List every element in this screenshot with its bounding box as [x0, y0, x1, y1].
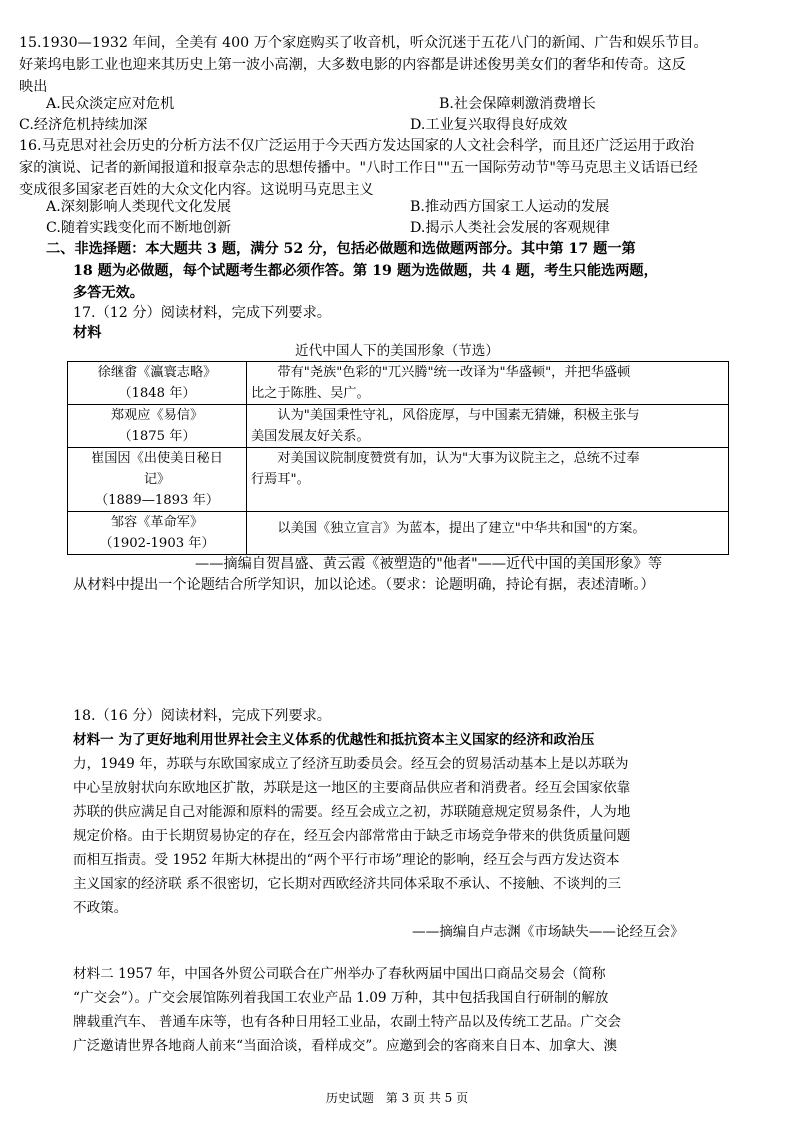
q16-stem-line-3: 变成很多国家老百姓的大众文化内容。这说明马克思主义 [19, 182, 374, 198]
q18-m1-source: ——摘编自卢志渊《市场缺失——论经互会》 [412, 924, 684, 940]
table-row [68, 512, 729, 555]
desc-line: 对美国议院制度赞赏有加，认为"大事为议院主之，总统不过奉 [277, 451, 640, 466]
q16-option-d: D.揭示人类社会发展的客观规律 [410, 220, 610, 236]
source-title: 崔国因《出使美日秘日 [91, 451, 223, 466]
q18-m2-line-4: 广泛邀请世界各地商人前来“当面洽谈，看样成交”。应邀到会的客商来自日本、加拿大、澳 [73, 1038, 618, 1054]
table-desc-cell [247, 405, 729, 448]
source-title-cont: 记》 [143, 472, 171, 487]
source-year: （1902-1903 年） [99, 536, 215, 551]
desc-line: 认为"美国秉性守礼，风俗庞厚，与中国素无猜嫌，积极主张与 [277, 408, 640, 423]
section2-line-2: 18 题为必做题，每个试题考生都必须作答。第 19 题为选做题，共 4 题，考生只能选两题， [73, 263, 658, 279]
section2-line-1: 二、非选择题：本大题共 3 题，满分 52 分，包括必做题和选做题两部分。其中第 17 题一第 [46, 241, 636, 257]
q17-table-title: 近代中国人下的美国形象（节选） [295, 343, 499, 359]
source-year: （1889—1893 年） [94, 493, 220, 508]
source-title: 邹容《革命军》 [110, 515, 204, 530]
desc-line: 美国发展友好关系。 [251, 429, 370, 444]
source-title: 郑观应《易信》 [110, 408, 204, 423]
footer-subject: 历史试题 [325, 1091, 374, 1105]
q16-stem-line-2: 家的演说、记者的新闻报道和报章杂志的思想传播中。"八时工作日""五一国际劳动节"等马克思主义话语已经 [19, 160, 698, 176]
q18-m1-line-7: 主义国家的经济联 系不很密切，它长期对西欧经济共同体采取不承认、不接触、不谈判的三 [73, 876, 622, 892]
table-row [68, 405, 729, 448]
q18-m1-text: 材料一 为了更好地利用世界社会主义体系的优越性和抵抗资本主义国家的经济和政治压 [73, 732, 595, 748]
q15-option-c: C.经济危机持续加深 [19, 117, 148, 133]
footer-page-number: 第 3 页 共 5 页 [385, 1091, 469, 1105]
table-row [68, 362, 729, 405]
q17-material-label: 材料 [73, 325, 102, 341]
table-desc-cell [247, 362, 729, 405]
table-source-cell [68, 512, 247, 555]
q15-option-b: B.社会保障刺激消费增长 [439, 96, 596, 112]
q18-m1-line-8: 不政策。 [73, 900, 128, 916]
section2-line-3: 多答无效。 [73, 285, 144, 301]
q18-m1-line-6: 而相互指责。受 1952 年斯大林提出的“两个平行市场”理论的影响，经互会与西方发达资本 [73, 852, 620, 868]
q17-source: ——摘编自贺昌盛、黄云霞《被塑造的"他者"——近代中国的美国形象》等 [195, 556, 663, 572]
desc-line: 比之于陈胜、吴广。 [251, 386, 370, 401]
table-desc-cell [247, 512, 729, 555]
table-source-cell [68, 362, 247, 405]
q15-stem-line-1: 15.1930—1932 年间，全美有 400 万个家庭购买了收音机，听众沉迷于五花八门的新闻、广告和娱乐节目。 [19, 35, 708, 51]
q18-m2-line-3: 牌载重汽车、 普通车床等，也有各种日用轻工业品，农副土特产品以及传统工艺品。广交会 [73, 1014, 622, 1030]
desc-line: 带有"尧族"色彩的"兀兴腾"统一改译为"华盛顿"，并把华盛顿 [277, 365, 631, 380]
q18-m1-line-2: 力，1949 年，苏联与东欧国家成立了经济互助委员会。经互会的贸易活动基本上是以苏联为 [73, 756, 629, 772]
q18-m1-line-4: 苏联的供应满足自己对能源和原料的需要。经互会成立之初，苏联随意规定贸易条件，人为地 [73, 804, 631, 820]
q16-stem-line-1: 16.马克思对社会历史的分析方法不仅广泛运用于今天西方发达国家的人文社会科学，而且还广泛运用于政治 [19, 138, 695, 154]
q17-intro: 17.（12 分）阅读材料，完成下列要求。 [73, 305, 331, 321]
q15-option-d: D.工业复兴取得良好成效 [410, 117, 568, 133]
q16-option-a: A.深刻影响人类现代文化发展 [46, 199, 232, 215]
q15-option-a: A.民众淡定应对危机 [46, 96, 175, 112]
q18-m1-line-5: 规定价格。由于长期贸易协定的存在，经互会内部常常由于缺乏市场竞争带来的供货质量问题 [73, 828, 631, 844]
source-title: 徐继畬《瀛寰志略》 [97, 365, 217, 380]
source-year: （1848 年） [118, 386, 196, 401]
q18-m2-line-1: 材料二 1957 年，中国各外贸公司联合在广州举办了春秋两届中国出口商品交易会（简称 [73, 966, 606, 982]
q18-m1-line-1 [73, 729, 594, 751]
q17-material-table [67, 361, 729, 555]
page-footer [0, 1089, 794, 1106]
q18-intro: 18.（16 分）阅读材料，完成下列要求。 [73, 708, 331, 724]
q16-option-b: B.推动西方国家工人运动的发展 [410, 199, 610, 215]
q15-stem-line-3: 映出 [19, 79, 48, 95]
table-source-cell [68, 448, 247, 512]
q18-m1-line-3: 中心呈放射状向东欧地区扩散，苏联是这一地区的主要商品供应者和消费者。经互会国家依靠 [73, 780, 631, 796]
desc-line: 行焉耳"。 [251, 472, 310, 487]
q16-option-c: C.随着实践变化而不断地创新 [46, 220, 232, 236]
q17-task: 从材料中提出一个论题结合所学知识，加以论述。（要求：论题明确，持论有据，表述清晰。） [73, 577, 655, 593]
source-year: （1875 年） [118, 429, 196, 444]
q15-stem-line-2: 好莱坞电影工业也迎来其历史上第一波小高潮，大多数电影的内容都是讲述俊男美女们的奢华和传奇。这反 [19, 57, 686, 73]
table-source-cell [68, 405, 247, 448]
desc-line: 以美国《独立宣言》为蓝本，提出了建立"中华共和国"的方案。 [277, 521, 646, 536]
table-desc-cell [247, 448, 729, 512]
table-row [68, 448, 729, 512]
q18-m2-line-2: “广交会”）。广交会展馆陈列着我国工农业产品 1.09 万种，其中包括我国自行研制的解放 [73, 990, 609, 1006]
